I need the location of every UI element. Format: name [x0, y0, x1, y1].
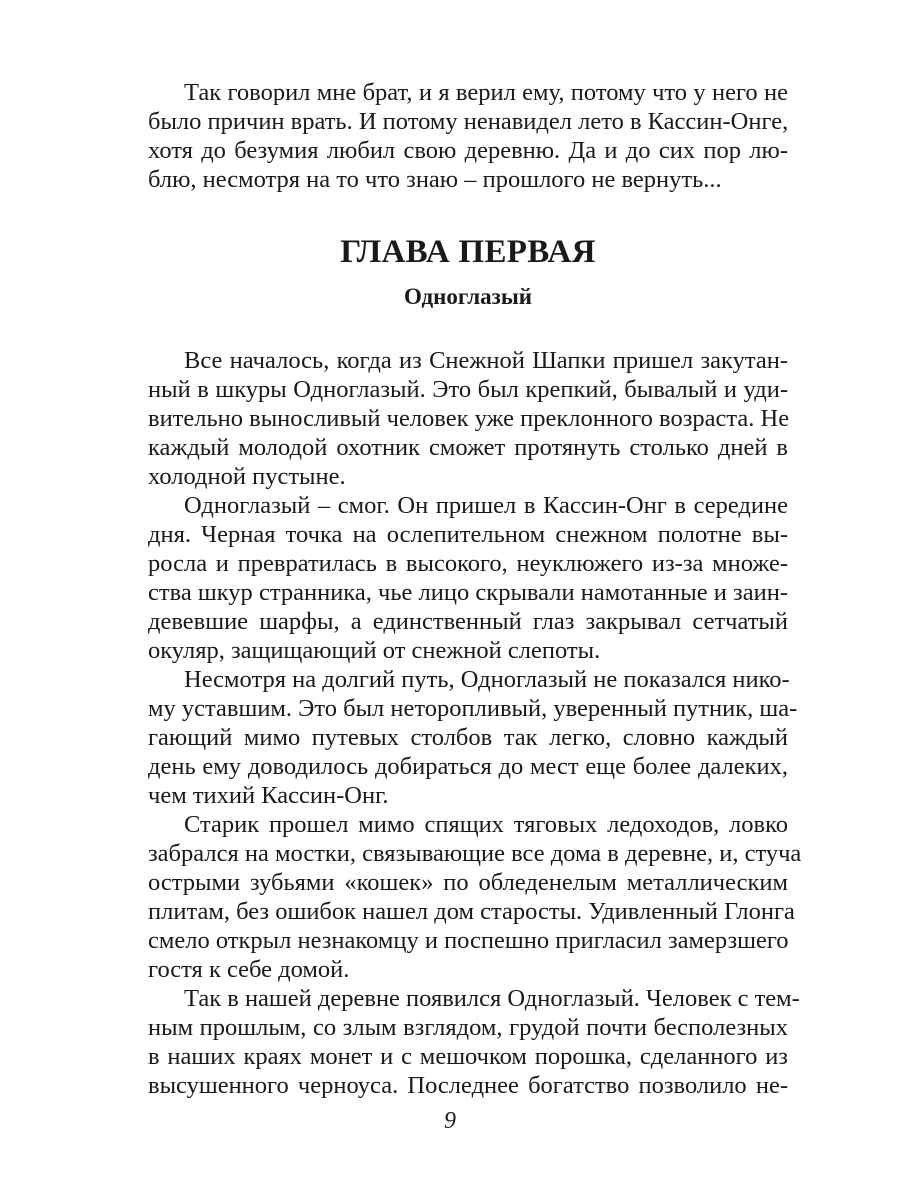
- text-line: окуляр, защищающий от снежной слепоты.: [148, 637, 601, 664]
- text-line: холодной пустыне.: [148, 463, 346, 490]
- text-line: в наших краях монет и с мешочком порошка, сделанного из: [148, 1043, 788, 1070]
- text-line: дня. Черная точка на ослепительном снежном полотне вы-: [148, 521, 788, 548]
- paragraph: [148, 346, 788, 491]
- text-line: высушенного черноуса. Последнее богатство позволило не-: [148, 1072, 788, 1099]
- text-line: острыми зубьями «кошек» по обледенелым металлическим: [148, 869, 788, 896]
- chapter-body: [148, 346, 802, 1100]
- text-line: день ему доводилось добираться до мест еще более далеких,: [148, 753, 788, 780]
- text-line: Так в нашей деревне появился Одноглазый. Человек с тем-: [184, 985, 800, 1012]
- text-line: гостя к себе домой.: [148, 956, 350, 983]
- text-line: девевшие шарфы, а единственный глаз закрывал сетчатый: [148, 608, 788, 635]
- text-line: Так говорил мне брат, и я верил ему, потому что у него не: [184, 79, 788, 106]
- page-content: [148, 78, 802, 1100]
- text-line: чем тихий Кассин-Онг.: [148, 782, 389, 809]
- text-line: забрался на мостки, связывающие все дома в деревне, и, стуча: [148, 840, 802, 867]
- page-number: 9: [444, 1108, 456, 1134]
- text-line: плитам, без ошибок нашел дом старосты. Удивленный Глонга: [148, 898, 795, 925]
- text-line: Старик прошел мимо спящих тяговых ледоходов, ловко: [184, 811, 788, 838]
- paragraph: [148, 984, 800, 1100]
- text-line: му уставшим. Это был неторопливый, уверенный путник, ша-: [148, 695, 798, 722]
- paragraph: [148, 491, 788, 665]
- chapter-subtitle: Одноглазый: [403, 284, 533, 309]
- text-line: смело открыл незнакомцу и поспешно пригласил замерзшего: [148, 927, 789, 954]
- text-line: каждый молодой охотник сможет протянуть столько дней в: [148, 434, 788, 461]
- text-line: ным прошлым, со злым взглядом, грудой почти бесполезных: [148, 1014, 788, 1041]
- chapter-title: ГЛАВА ПЕРВАЯ: [340, 234, 596, 270]
- text-line: было причин врать. И потому ненавидел лето в Кассин-Онге,: [148, 108, 789, 135]
- text-line: ный в шкуры Одноглазый. Это был крепкий, бывалый и уди-: [148, 376, 788, 403]
- text-line: Одноглазый – смог. Он пришел в Кассин-Онг в середине: [184, 492, 788, 519]
- text-line: гающий мимо путевых столбов так легко, словно каждый: [148, 724, 788, 751]
- text-line: ства шкур странника, чье лицо скрывали намотанные и заин-: [148, 579, 788, 606]
- paragraph: [148, 810, 802, 984]
- text-line: хотя до безумия любил свою деревню. Да и до сих пор лю-: [148, 137, 788, 164]
- intro-paragraph: [148, 78, 788, 194]
- text-line: Несмотря на долгий путь, Одноглазый не показался нико-: [184, 666, 790, 693]
- text-line: вительно выносливый человек уже преклонного возраста. Не: [148, 405, 790, 432]
- text-line: блю, несмотря на то что знаю – прошлого не вернуть...: [148, 166, 722, 193]
- paragraph: [148, 665, 798, 810]
- text-line: росла и превратилась в высокого, неуклюжего из-за множе-: [148, 550, 788, 577]
- text-line: Все началось, когда из Снежной Шапки пришел закутан-: [184, 347, 788, 374]
